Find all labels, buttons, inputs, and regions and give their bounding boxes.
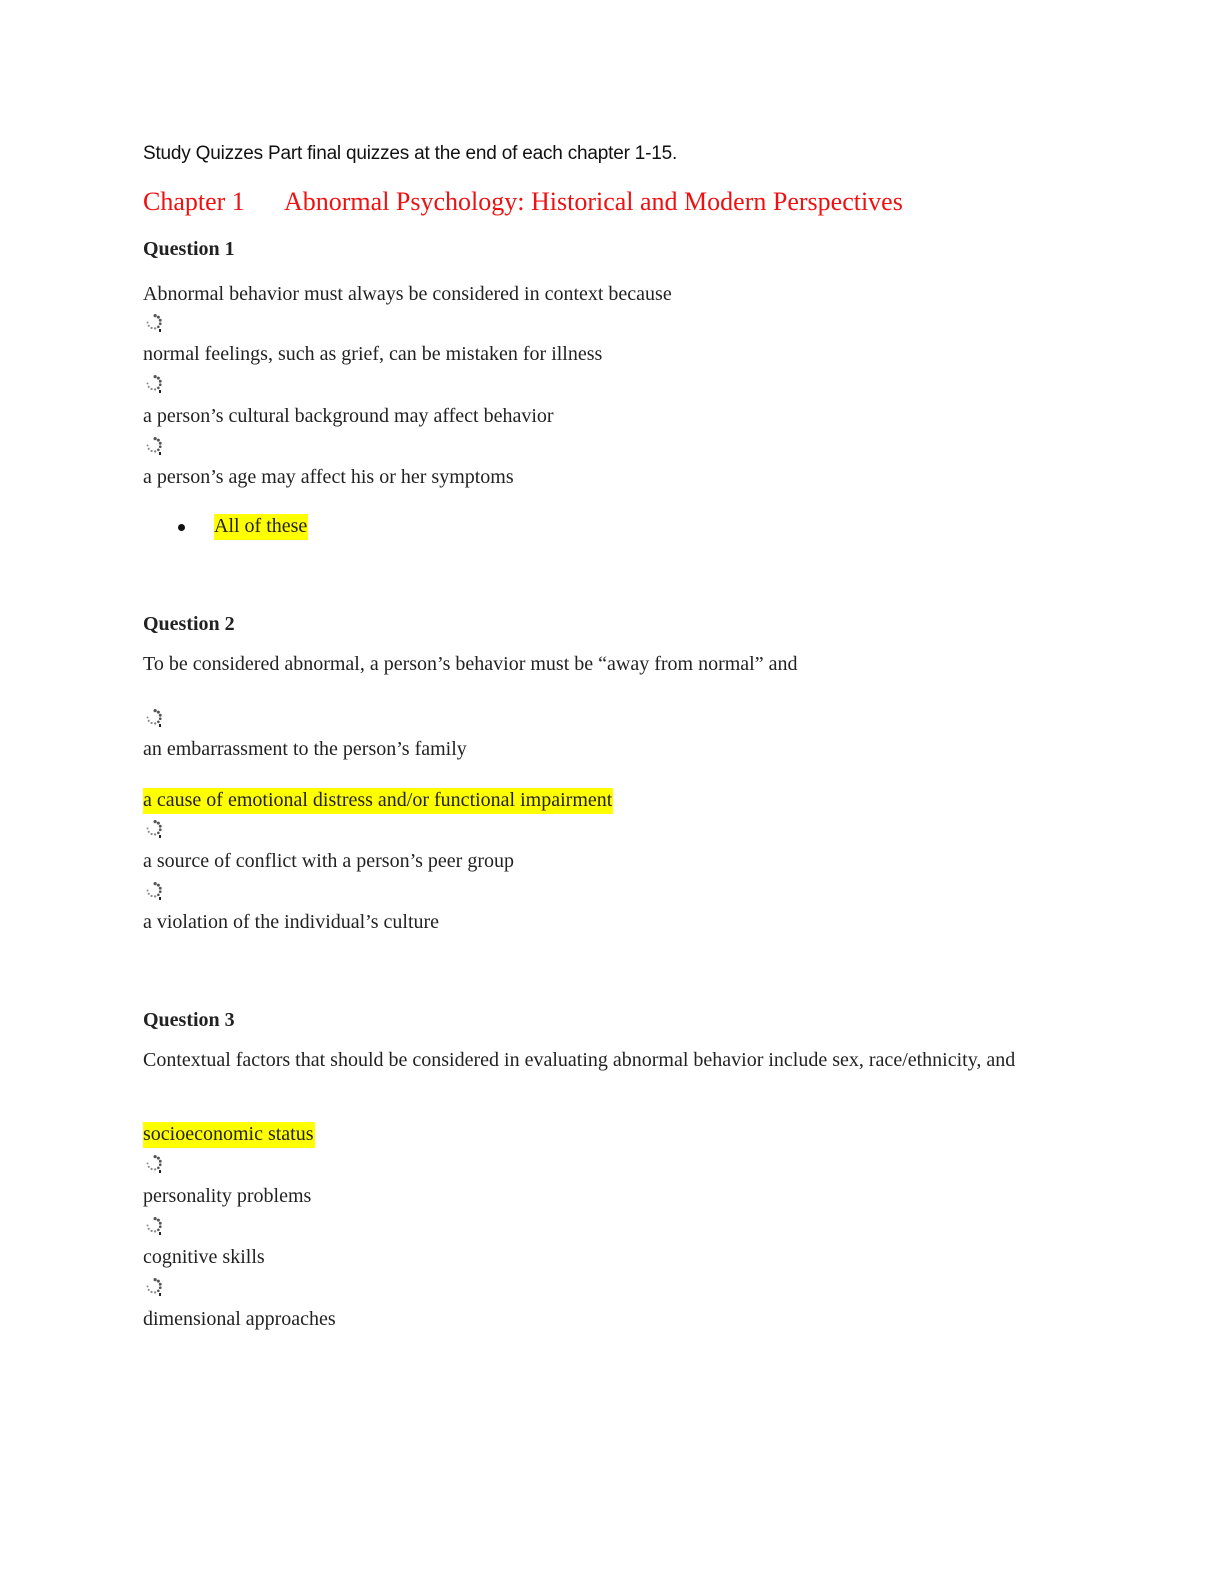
answer-option: a person’s cultural background may affect behavior — [143, 405, 554, 427]
chapter-title: Abnormal Psychology: Historical and Modern Perspectives — [284, 187, 903, 216]
highlighted-answer: socioeconomic status — [143, 1122, 315, 1148]
answer-option: a violation of the individual’s culture — [143, 911, 440, 933]
loading-radio-icon[interactable] — [145, 819, 163, 839]
answer-option: personality problems — [143, 1185, 312, 1207]
answer-option: normal feelings, such as grief, can be mistaken for illness — [143, 343, 603, 365]
answer-option: an embarrassment to the person’s family — [143, 738, 467, 760]
bullet-icon — [178, 524, 185, 531]
question-stem: Abnormal behavior must always be considered in context because — [143, 283, 672, 305]
question-title: Question 2 — [143, 613, 235, 635]
correct-answer-option — [214, 515, 308, 538]
chapter-number: Chapter 1 — [143, 187, 245, 216]
question-title: Question 1 — [143, 238, 235, 260]
loading-radio-icon[interactable] — [145, 374, 163, 394]
answer-option: a person’s age may affect his or her symptoms — [143, 466, 514, 488]
answer-option: dimensional approaches — [143, 1308, 336, 1330]
chapter-heading — [143, 187, 903, 217]
answer-option: cognitive skills — [143, 1246, 265, 1268]
question-stem: To be considered abnormal, a person’s behavior must be “away from normal” and — [143, 653, 798, 675]
loading-radio-icon[interactable] — [145, 1277, 163, 1297]
loading-radio-icon[interactable] — [145, 881, 163, 901]
correct-answer-option — [143, 789, 613, 812]
document-intro: Study Quizzes Part final quizzes at the end of each chapter 1-15. — [143, 143, 678, 164]
loading-radio-icon[interactable] — [145, 1216, 163, 1236]
loading-radio-icon[interactable] — [145, 1154, 163, 1174]
answer-option: a source of conflict with a person’s peer group — [143, 850, 514, 872]
correct-answer-option — [143, 1123, 315, 1146]
question-title: Question 3 — [143, 1009, 235, 1031]
loading-radio-icon[interactable] — [145, 708, 163, 728]
highlighted-answer: a cause of emotional distress and/or functional impairment — [143, 788, 613, 814]
highlighted-answer: All of these — [214, 514, 308, 540]
loading-radio-icon[interactable] — [145, 436, 163, 456]
loading-radio-icon[interactable] — [145, 313, 163, 333]
question-stem: Contextual factors that should be considered in evaluating abnormal behavior include sex, race/ethnicity, and — [143, 1049, 1016, 1071]
